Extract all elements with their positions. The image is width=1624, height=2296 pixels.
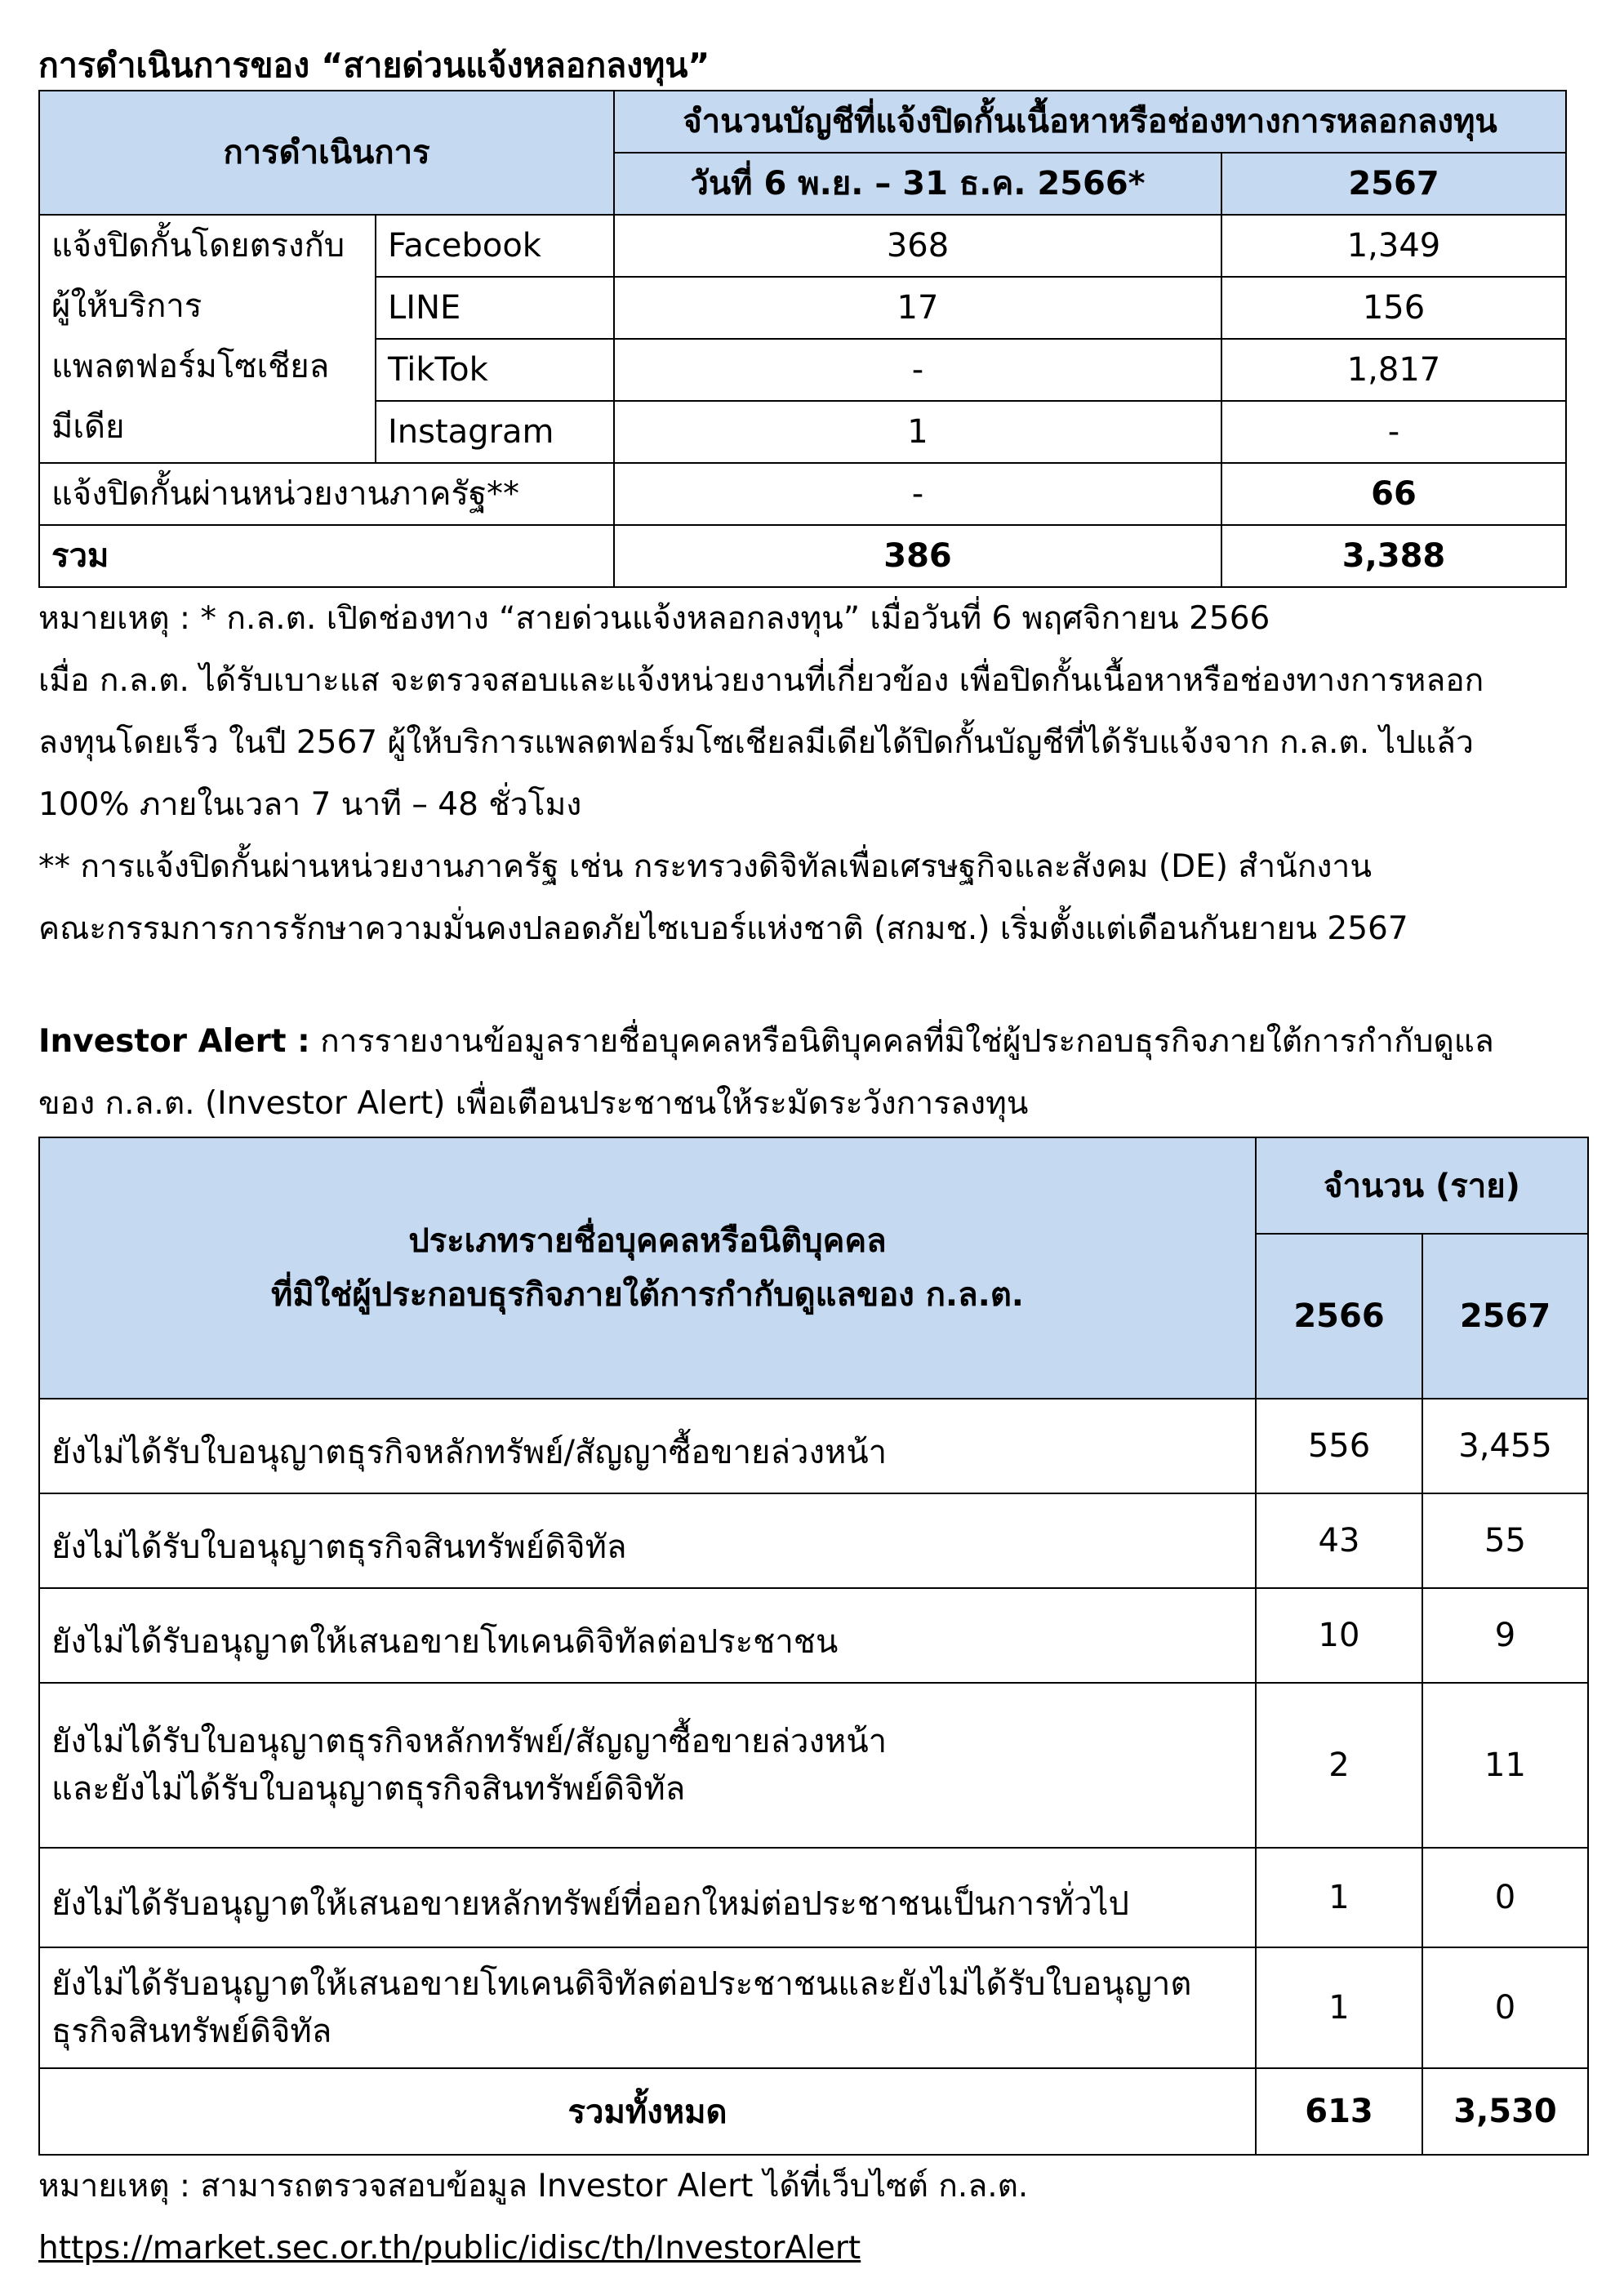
total-2566: 613: [1256, 2068, 1422, 2155]
table-row: [39, 1493, 1588, 1588]
platform-name: Instagram: [376, 401, 614, 463]
note-line: หมายเหตุ : สามารถตรวจสอบข้อมูล Investor Alert ได้ที่เว็บไซต์ ก.ล.ต.: [38, 2168, 1029, 2205]
section2-intro: [38, 1011, 1590, 1135]
note-line: 100% ภายในเวลา 7 นาที – 48 ชั่วโมง: [38, 786, 582, 823]
investor-alert-link[interactable]: https://market.sec.or.th/public/idisc/th/InvestorAlert: [38, 2230, 861, 2267]
investor-alert-table: [38, 1137, 1589, 2156]
value-2566: 368: [614, 215, 1221, 277]
value-2566: 1: [1256, 1848, 1422, 1947]
value-2567: 0: [1422, 1848, 1588, 1947]
hotline-table: [38, 90, 1567, 588]
total-row: [39, 525, 1566, 587]
table-row: [39, 215, 1566, 277]
value-2566: -: [614, 339, 1221, 401]
intro-bold: Investor Alert :: [38, 1023, 310, 1060]
header-2567: 2567: [1422, 1234, 1588, 1399]
value-2567: -: [1221, 401, 1566, 463]
value-2566: 10: [1256, 1588, 1422, 1683]
header-2566: วันที่ 6 พ.ย. – 31 ธ.ค. 2566*: [614, 153, 1221, 215]
value-2567: 3,455: [1422, 1399, 1588, 1493]
group-label: แจ้งปิดกั้นโดยตรงกับ ผู้ให้บริการ แพลตฟอร์มโซเชียล มีเดีย: [39, 215, 376, 463]
category-label: ยังไม่ได้รับอนุญาตให้เสนอขายโทเคนดิจิทัลต่อประชาชนและยังไม่ได้รับใบอนุญาต ธุรกิจสินทรัพย์ดิจิทัล: [39, 1947, 1256, 2068]
value-2566: 1: [614, 401, 1221, 463]
value-2566: 43: [1256, 1493, 1422, 1588]
value-2566: 2: [1256, 1683, 1422, 1848]
table-row: [39, 1848, 1588, 1947]
document-page: [38, 41, 1590, 2280]
value-2566: 556: [1256, 1399, 1422, 1493]
value-2566: 1: [1256, 1947, 1422, 2068]
value-2567: 9: [1422, 1588, 1588, 1683]
note-line: ลงทุนโดยเร็ว ในปี 2567 ผู้ให้บริการแพลตฟอร์มโซเชียลมีเดียได้ปิดกั้นบัญชีที่ได้รับแจ้งจาก ก.ล.ต. ไปแล้ว: [38, 724, 1474, 761]
header-category: ประเภทรายชื่อบุคคลหรือนิติบุคคล ที่มิใช่ผู้ประกอบธุรกิจภายใต้การกำกับดูแลของ ก.ล.ต.: [39, 1137, 1256, 1399]
header-2566: 2566: [1256, 1234, 1422, 1399]
section2-notes: [38, 2156, 1590, 2280]
total-row: [39, 2068, 1588, 2155]
total-2567: 3,530: [1422, 2068, 1588, 2155]
table-row: [39, 1588, 1588, 1683]
value-2567: 156: [1221, 277, 1566, 339]
value-2567: 1,817: [1221, 339, 1566, 401]
header-2567: 2567: [1221, 153, 1566, 215]
category-label: ยังไม่ได้รับอนุญาตให้เสนอขายหลักทรัพย์ที่ออกใหม่ต่อประชาชนเป็นการทั่วไป: [39, 1848, 1256, 1947]
value-2567: 66: [1221, 463, 1566, 525]
platform-name: TikTok: [376, 339, 614, 401]
value-2567: 1,349: [1221, 215, 1566, 277]
category-label: ยังไม่ได้รับใบอนุญาตธุรกิจสินทรัพย์ดิจิทัล: [39, 1493, 1256, 1588]
value-2566: 17: [614, 277, 1221, 339]
section1-title: การดำเนินการของ “สายด่วนแจ้งหลอกลงทุน”: [38, 46, 710, 85]
header-group: จำนวน (ราย): [1256, 1137, 1588, 1234]
value-2567: 0: [1422, 1947, 1588, 2068]
note-line: คณะกรรมการการรักษาความมั่นคงปลอดภัยไซเบอร์แห่งชาติ (สกมช.) เริ่มตั้งแต่เดือนกันยายน 2567: [38, 910, 1408, 947]
table-row: [39, 1399, 1588, 1493]
header-action: การดำเนินการ: [39, 91, 614, 215]
value-2566: -: [614, 463, 1221, 525]
intro-text: ของ ก.ล.ต. (Investor Alert) เพื่อเตือนประชาชนให้ระมัดระวังการลงทุน: [38, 1085, 1029, 1122]
total-label: รวมทั้งหมด: [39, 2068, 1256, 2155]
category-label: ยังไม่ได้รับใบอนุญาตธุรกิจหลักทรัพย์/สัญญาซื้อขายล่วงหน้า และยังไม่ได้รับใบอนุญาตธุรกิจสินทรัพย์ดิจิทัล: [39, 1683, 1256, 1848]
table-row: [39, 1947, 1588, 2068]
platform-name: Facebook: [376, 215, 614, 277]
total-2566: 386: [614, 525, 1221, 587]
table-row: [39, 463, 1566, 525]
category-label: ยังไม่ได้รับอนุญาตให้เสนอขายโทเคนดิจิทัลต่อประชาชน: [39, 1588, 1256, 1683]
platform-name: LINE: [376, 277, 614, 339]
total-label: รวม: [39, 525, 614, 587]
intro-text: การรายงานข้อมูลรายชื่อบุคคลหรือนิติบุคคลที่มิใช่ผู้ประกอบธุรกิจภายใต้การกำกับดูแล: [309, 1023, 1494, 1060]
note-line: หมายเหตุ : * ก.ล.ต. เปิดช่องทาง “สายด่วนแจ้งหลอกลงทุน” เมื่อวันที่ 6 พฤศจิกายน 2566: [38, 600, 1270, 637]
section1-notes: [38, 588, 1590, 960]
note-line: ** การแจ้งปิดกั้นผ่านหน่วยงานภาครัฐ เช่น กระทรวงดิจิทัลเพื่อเศรษฐกิจและสังคม (DE) สำนักงาน: [38, 848, 1372, 885]
value-2567: 55: [1422, 1493, 1588, 1588]
value-2567: 11: [1422, 1683, 1588, 1848]
note-line: เมื่อ ก.ล.ต. ได้รับเบาะแส จะตรวจสอบและแจ้งหน่วยงานที่เกี่ยวข้อง เพื่อปิดกั้นเนื้อหาหรือช่องทางการหลอก: [38, 662, 1484, 699]
gov-row-label: แจ้งปิดกั้นผ่านหน่วยงานภาครัฐ**: [39, 463, 614, 525]
table-row: [39, 1683, 1588, 1848]
category-label: ยังไม่ได้รับใบอนุญาตธุรกิจหลักทรัพย์/สัญญาซื้อขายล่วงหน้า: [39, 1399, 1256, 1493]
total-2567: 3,388: [1221, 525, 1566, 587]
header-group: จำนวนบัญชีที่แจ้งปิดกั้นเนื้อหาหรือช่องทางการหลอกลงทุน: [614, 91, 1566, 153]
